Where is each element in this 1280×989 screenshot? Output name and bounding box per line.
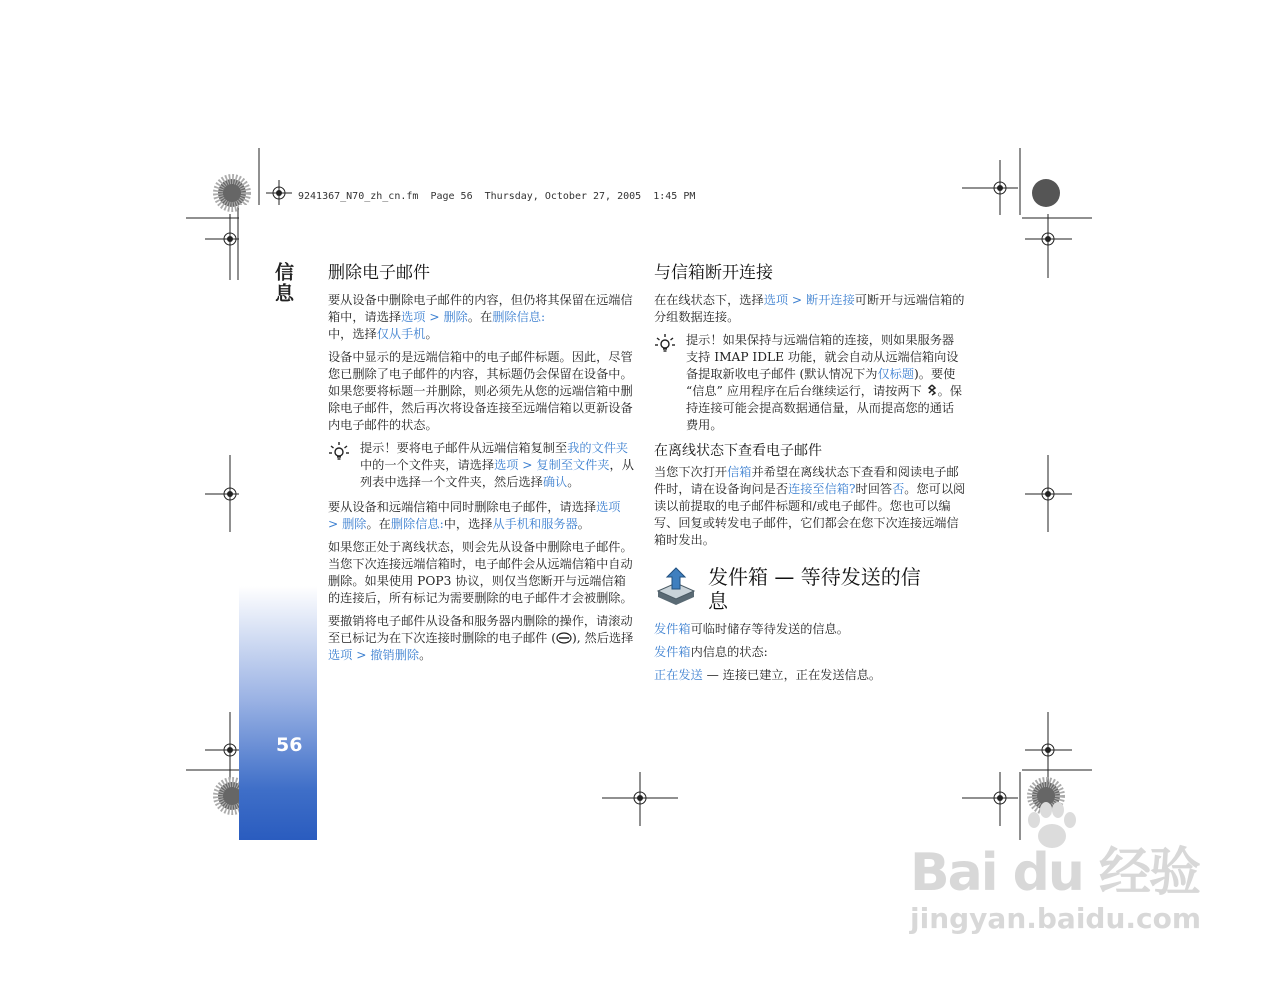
- text: 时回答: [855, 482, 893, 496]
- link-phone-and-server[interactable]: 从手机和服务器: [492, 517, 578, 531]
- text: 要从设备和远端信箱中同时删除电子邮件，请选择: [328, 500, 597, 514]
- lightbulb-icon: [328, 440, 350, 462]
- tip-label: 提示！: [360, 441, 397, 455]
- tip-label: 提示！: [686, 333, 723, 347]
- link-connect-to-mailbox[interactable]: 连接至信箱?: [788, 482, 856, 496]
- paragraph: [654, 464, 966, 549]
- left-column: [328, 262, 634, 670]
- menu-key-icon: [926, 384, 938, 396]
- paragraph: [654, 667, 966, 684]
- text: 可断开与远端信箱的分组数据连接。: [654, 293, 965, 324]
- text: ，从列表中选择一个文件夹，然后选择: [360, 458, 634, 489]
- text: 内信息的状态:: [690, 645, 768, 659]
- subheading-offline-view: 在离线状态下查看电子邮件: [654, 443, 822, 459]
- text: 当您下次打开: [654, 465, 728, 479]
- text: 。: [577, 517, 590, 531]
- text: — 连接已建立，正在发送信息。: [702, 668, 882, 682]
- text: >: [352, 648, 371, 662]
- outbox-section-header: [654, 565, 966, 613]
- text: 。在: [467, 310, 493, 324]
- link-mailbox[interactable]: 信箱: [727, 465, 752, 479]
- text: 中，选择: [443, 517, 493, 531]
- outbox-heading: 发件箱 — 等待发送的信息: [708, 565, 921, 613]
- paragraph: [328, 499, 634, 533]
- delete-mark-icon: [556, 632, 572, 644]
- link-delete-info[interactable]: 删除信息:: [390, 517, 444, 531]
- text: 。: [567, 475, 580, 489]
- link-sending[interactable]: 正在发送: [654, 668, 703, 682]
- link-options[interactable]: 选项: [596, 500, 621, 514]
- section-heading-delete-email: 删除电子邮件: [328, 263, 430, 283]
- text: 要从设备中删除电子邮件的内容，但仍将其保留在远端信箱中，请选择: [328, 293, 633, 324]
- link-no[interactable]: 否: [892, 482, 905, 496]
- text: 。在: [366, 517, 391, 531]
- file-header-line: 9241367_N70_zh_cn.fm Page 56 Thursday, October 27, 2005 1:45 PM: [298, 191, 696, 202]
- paragraph: [328, 292, 634, 343]
- link-my-folders[interactable]: 我的文件夹: [567, 441, 629, 455]
- paragraph: 设备中显示的是远端信箱中的电子邮件标题。因此，尽管您已删除了电子邮件的内容，其标题仍会保留在设备中。如果您要将标题一并删除，则必须先从您的远端信箱中删除电子邮件，然后再次将设备连接至远端信箱以更新设备内电子邮件的状态。: [328, 350, 633, 432]
- text: >: [328, 517, 343, 531]
- link-disconnect[interactable]: 断开连接: [806, 293, 855, 307]
- paragraph: [654, 292, 966, 326]
- link-options[interactable]: 选项: [763, 293, 789, 307]
- tip-box: [328, 440, 634, 491]
- link-outbox[interactable]: 发件箱: [654, 645, 691, 659]
- text: 可临时储存等待发送的信息。: [690, 622, 849, 636]
- link-options[interactable]: 选项: [494, 458, 519, 472]
- text: )。要使 “信息” 应用程序在后台继续运行，请按两下: [686, 367, 956, 398]
- link-phone-only[interactable]: 仅从手机: [376, 327, 426, 341]
- text: 在在线状态下，选择: [654, 293, 764, 307]
- text: 如果保持与远端信箱的连接，则如果服务器支持 IMAP IDLE 功能，就会自动从远端信箱向设备提取新收电子邮件 (默认情况下为: [686, 333, 959, 381]
- link-outbox[interactable]: 发件箱: [654, 622, 691, 636]
- text: 要将电子邮件从远端信箱复制至: [396, 441, 568, 455]
- text: ), 然后选择: [572, 631, 634, 645]
- paragraph: 如果您正处于离线状态，则会先从设备中删除电子邮件。当您下次连接远端信箱时，电子邮件会从远端信箱中自动删除。如果使用 POP3 协议，则仅当您断开与远端信箱的连接后，所有标记为需要删除的电子邮件才会被删除。: [328, 540, 633, 605]
- paragraph: [654, 621, 966, 638]
- text: 。您可以阅读以前提取的电子邮件标题和/或电子邮件。您也可以编写、回复或转发电子邮件，它们都会在您下次连接远端信箱时发出。: [654, 482, 966, 547]
- watermark-brand: Bai du 经验: [910, 843, 1199, 903]
- watermark-url: jingyan.baidu.com: [910, 902, 1202, 935]
- text: >: [425, 310, 444, 324]
- link-delete-info[interactable]: 删除信息:: [492, 310, 546, 324]
- link-options[interactable]: 选项: [328, 648, 353, 662]
- link-headers-only[interactable]: 仅标题: [877, 367, 915, 381]
- page-number: 56: [276, 734, 303, 756]
- lightbulb-icon: [654, 332, 676, 354]
- text: 中的一个文件夹，请选择: [360, 458, 495, 472]
- paragraph: [328, 613, 634, 664]
- outbox-icon: [654, 565, 698, 605]
- link-delete[interactable]: 删除: [342, 517, 367, 531]
- text: 。: [419, 648, 432, 662]
- link-options[interactable]: 选项: [401, 310, 426, 324]
- text: >: [788, 293, 807, 307]
- right-column: [654, 262, 966, 690]
- paragraph: [654, 644, 966, 661]
- link-undo-delete[interactable]: 撤销删除: [370, 648, 420, 662]
- link-copy-to-folder[interactable]: 复制至文件夹: [536, 458, 610, 472]
- link-delete[interactable]: 删除: [443, 310, 468, 324]
- text: 并希望在离线状态下查看和阅读电子邮件时，请在设备询问是否: [654, 465, 959, 496]
- section-heading-disconnect: 与信箱断开连接: [654, 263, 773, 283]
- text: >: [518, 458, 537, 472]
- text: 。: [425, 327, 438, 341]
- tip-box: [654, 332, 966, 434]
- text: 要撤销将电子邮件从设备和服务器内删除的操作，请滚动至已标记为在下次连接时删除的电子邮件 (: [328, 614, 633, 645]
- link-confirm[interactable]: 确认: [542, 475, 568, 489]
- chapter-title: 信息: [272, 262, 294, 304]
- text: 。保持连接可能会提高数据通信量，从而提高您的通话费用。: [686, 384, 962, 432]
- text: 中，选择: [328, 327, 377, 341]
